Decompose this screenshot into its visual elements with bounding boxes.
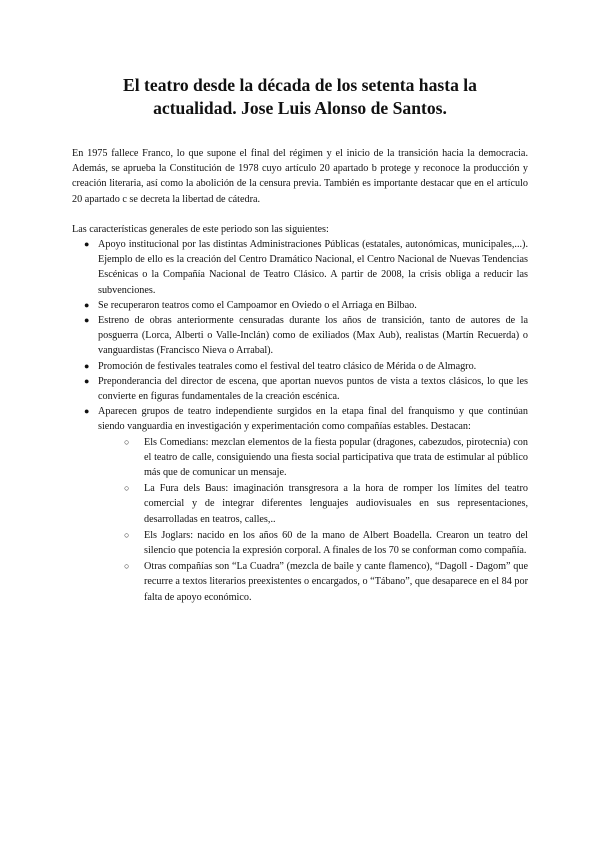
list-item-text: Promoción de festivales teatrales como el festival del teatro clásico de Mérida o de Almagro.: [98, 360, 477, 372]
companies-sublist: [98, 435, 528, 605]
list-item: [84, 359, 528, 374]
list-item-text: Apoyo institucional por las distintas Administraciones Públicas (estatales, autonómicas, municipales,...). Ejemplo de ello es la creación del Centro Dramático Nacional, el Centro Nacional de Nuevas Tendencias Escénicas o la Compañía Nacional de Teatro Clásico. A partir de 2008, la crisis obliga a reducir las subvenciones.: [98, 239, 528, 296]
bullet-icon: ●: [84, 315, 90, 326]
sublist-item-text: Els Comedians: mezclan elementos de la fiesta popular (dragones, cabezudos, pirotecnia) con el teatro de calle, consiguiendo una fiesta social participativa que trata de estimular al público más que de comunicar un mensaje.: [144, 436, 528, 479]
bullet-icon: ●: [84, 375, 90, 386]
sub-bullet-icon: ○: [124, 561, 130, 572]
bullet-icon: ●: [84, 239, 90, 250]
sub-bullet-icon: ○: [124, 529, 130, 540]
list-item-text: Se recuperaron teatros como el Campoamor en Oviedo o el Arriaga en Bilbao.: [98, 299, 417, 311]
list-item-text: Aparecen grupos de teatro independiente surgidos en la etapa final del franquismo y que continúan siendo vanguardia en investigación y experimentación como compañías estables. Destacan:: [98, 406, 528, 433]
bullet-icon: ●: [84, 360, 90, 371]
sublist-item: [124, 559, 528, 605]
document-title: El teatro desde la década de los setenta hasta la actualidad. Jose Luis Alonso de Santos.: [123, 75, 477, 118]
list-item: [84, 313, 528, 359]
intro-paragraph: En 1975 fallece Franco, lo que supone el final del régimen y el inicio de la transición hacia la democracia. Además, se aprueba la Constitución de 1978 cuyo artículo 20 apartado b protege y reconoce la producción y creación literaria, así como la abolición de la censura previa. También es importante destacar que en el artículo 20 apartado c se decreta la libertad de cátedra.: [72, 148, 528, 205]
sublist-item: [124, 481, 528, 527]
list-item: [84, 298, 528, 313]
sub-bullet-icon: ○: [124, 483, 130, 494]
sublist-item: [124, 435, 528, 481]
bullet-icon: ●: [84, 299, 90, 310]
sublist-item-text: La Fura dels Baus: imaginación transgresora a la hora de romper los límites del teatro comercial y de integrar diferentes lenguajes audiovisuales en sus representaciones, desarrolladas en teatros, calles,..: [144, 483, 528, 525]
sub-bullet-icon: ○: [124, 436, 130, 447]
characteristics-list: [72, 237, 528, 605]
list-item: [84, 404, 528, 605]
list-item: [84, 237, 528, 298]
list-item-text: Preponderancia del director de escena, que aportan nuevos puntos de vista a textos clásicos, lo que les convierte en figuras fundamentales de la creación escénica.: [98, 375, 528, 403]
sublist-item-text: Otras compañías son “La Cuadra” (mezcla de baile y cante flamenco), “Dagoll - Dagom” que recurre a textos literarios preexistentes o encargados, o “Tábano”, que desaparece en el 84 por falta de apoyo económico.: [144, 561, 528, 603]
list-item-text: Estreno de obras anteriormente censuradas durante los años de transición, tanto de autores de la posguerra (Lorca, Alberti o Valle-Inclán) como de exiliados (Max Aub), realistas (Martín Recuerda) o vanguardistas (Francisco Nieva o Arrabal).: [98, 315, 528, 357]
sublist-item-text: Els Joglars: nacido en los años 60 de la mano de Albert Boadella. Crearon un teatro del silencio que potencia la expresión corporal. A finales de los 70 se conforman como compañía.: [144, 529, 528, 557]
list-item: [84, 374, 528, 404]
bullet-icon: ●: [84, 406, 90, 417]
characteristics-lead: Las características generales de este periodo son las siguientes:: [72, 223, 329, 235]
sublist-item: [124, 528, 528, 558]
